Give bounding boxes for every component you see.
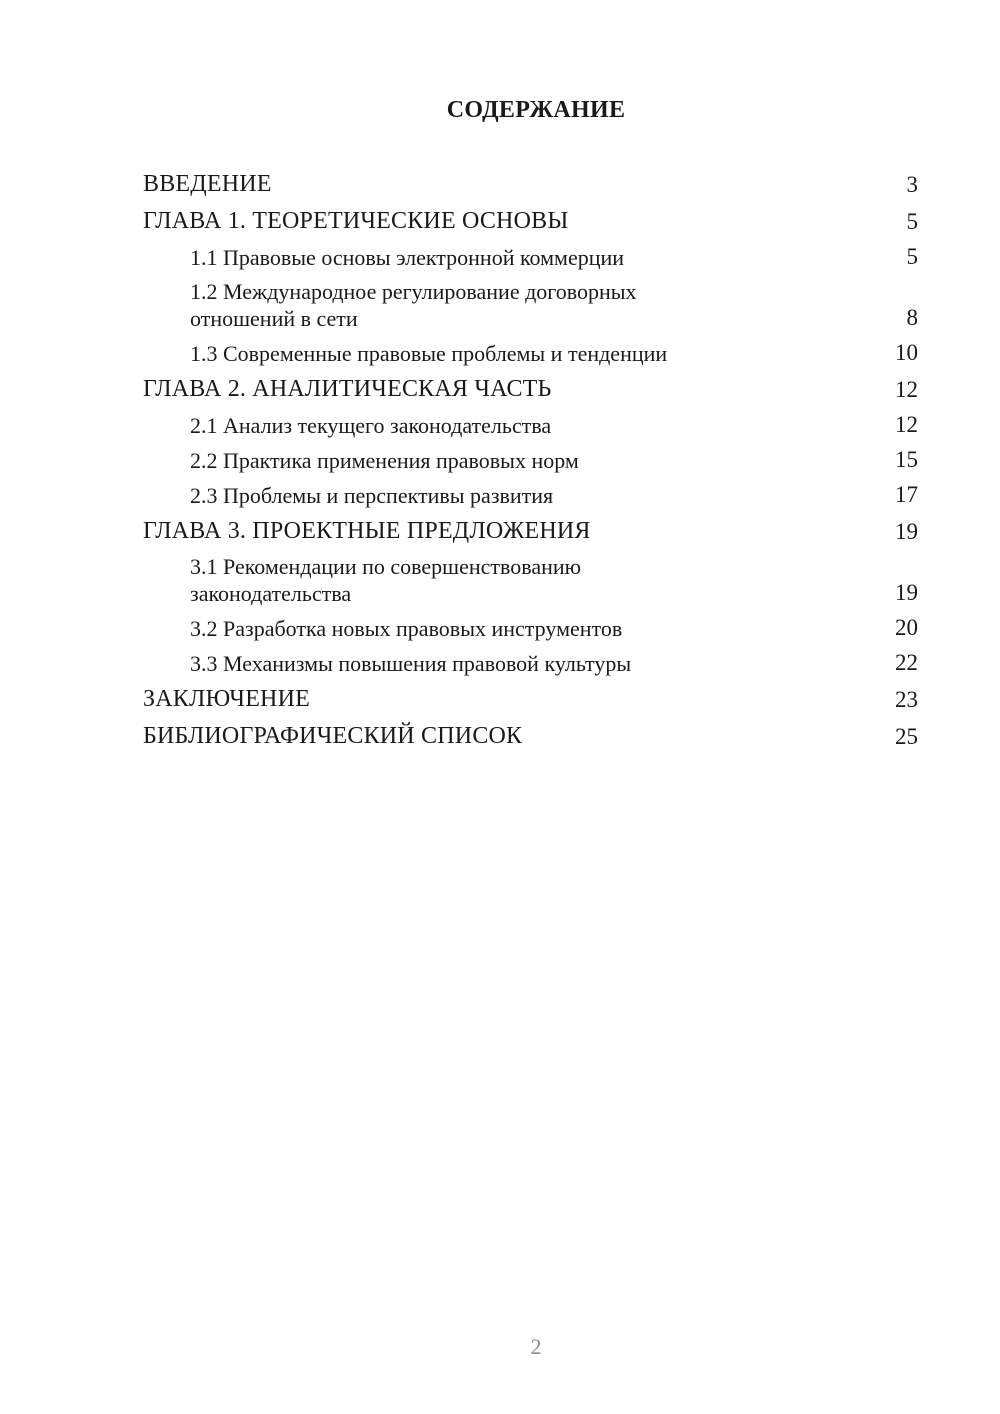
toc-entry-bibliography[interactable] [143, 718, 918, 755]
toc-entry-text: ГЛАВА 1. ТЕОРЕТИЧЕСКИЕ ОСНОВЫ [143, 208, 569, 234]
toc-entry-page: 5 [906, 209, 918, 234]
toc-entry-text: ВВЕДЕНИЕ [143, 171, 272, 197]
toc-entry-text: 1.2 Международное регулирование договорных отношений в сети [190, 279, 637, 331]
toc-entry-page: 20 [895, 615, 918, 640]
page-number: 2 [530, 1334, 542, 1359]
toc-entry-page: 17 [895, 482, 918, 507]
toc-entry-page: 15 [895, 447, 918, 472]
toc-entry-text: 1.3 Современные правовые проблемы и тенденции [190, 341, 668, 366]
toc-entry-section-1-3[interactable] [143, 336, 918, 371]
toc-entry-chapter-3[interactable] [143, 513, 918, 550]
toc-entry-text: 3.2 Разработка новых правовых инструментов [190, 616, 623, 641]
toc-entry-section-2-3[interactable] [143, 478, 918, 513]
toc-entry-conclusion[interactable] [143, 681, 918, 718]
toc-entry-page: 22 [895, 650, 918, 675]
toc-entry-introduction[interactable] [143, 166, 918, 203]
toc-entry-section-3-1[interactable] [143, 550, 918, 611]
toc-entry-page: 12 [895, 412, 918, 437]
toc-entry-page: 12 [895, 377, 918, 402]
toc-entry-text: 3.1 Рекомендации по совершенствованию законодательства [190, 554, 582, 606]
toc-entry-text: ЗАКЛЮЧЕНИЕ [143, 686, 310, 712]
toc-entry-page: 25 [895, 724, 918, 749]
toc-entry-text: 1.1 Правовые основы электронной коммерции [190, 245, 625, 270]
toc-entry-section-3-3[interactable] [143, 646, 918, 681]
toc-entry-text: 3.3 Механизмы повышения правовой культуры [190, 651, 632, 676]
toc-entry-section-3-2[interactable] [143, 611, 918, 646]
toc-entry-section-2-2[interactable] [143, 443, 918, 478]
toc-entry-section-2-1[interactable] [143, 408, 918, 443]
table-of-contents [143, 166, 918, 755]
toc-entry-chapter-1[interactable] [143, 203, 918, 240]
toc-entry-page: 5 [906, 244, 918, 269]
toc-entry-page: 3 [906, 172, 918, 197]
toc-entry-text: ГЛАВА 3. ПРОЕКТНЫЕ ПРЕДЛОЖЕНИЯ [143, 518, 591, 544]
toc-entry-page: 23 [895, 687, 918, 712]
toc-entry-page: 10 [895, 340, 918, 365]
toc-entry-section-1-2[interactable] [143, 275, 918, 336]
toc-entry-text: ГЛАВА 2. АНАЛИТИЧЕСКАЯ ЧАСТЬ [143, 376, 552, 402]
toc-entry-page: 8 [906, 305, 918, 330]
page-title: СОДЕРЖАНИЕ [446, 97, 626, 123]
toc-entry-text: 2.1 Анализ текущего законодательства [190, 413, 552, 438]
toc-entry-text: 2.2 Практика применения правовых норм [190, 448, 579, 473]
toc-entry-text: 2.3 Проблемы и перспективы развития [190, 483, 554, 508]
toc-entry-page: 19 [895, 519, 918, 544]
toc-entry-chapter-2[interactable] [143, 371, 918, 408]
toc-entry-page: 19 [895, 580, 918, 605]
toc-entry-text: БИБЛИОГРАФИЧЕСКИЙ СПИСОК [143, 723, 523, 749]
toc-entry-section-1-1[interactable] [143, 240, 918, 275]
